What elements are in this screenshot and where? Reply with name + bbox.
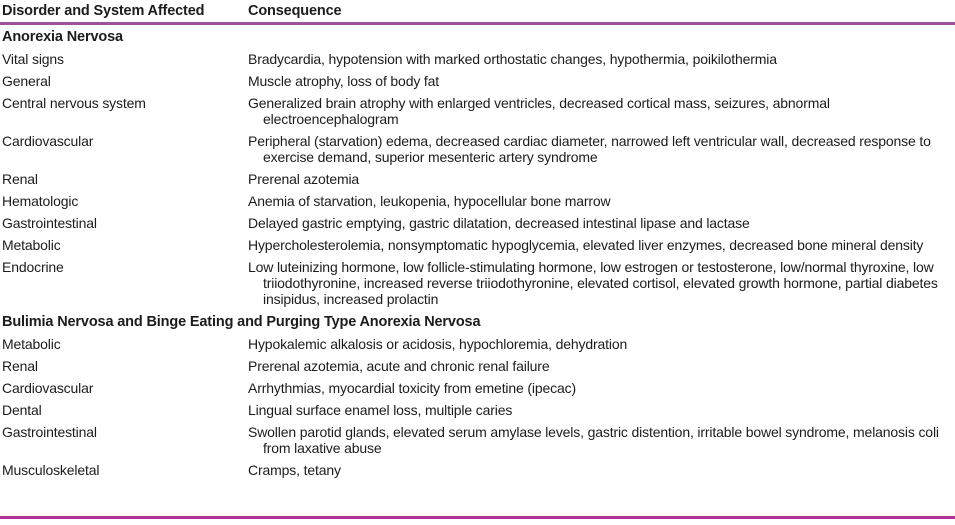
system-cell: Dental	[2, 402, 42, 418]
column-header-consequence: Consequence	[248, 3, 342, 19]
consequence-cell: Hypercholesterolemia, nonsymptomatic hypoglycemia, elevated liver enzymes, decreased bone mineral density	[248, 237, 924, 253]
system-cell: Central nervous system	[2, 95, 146, 111]
consequence-cell: Lingual surface enamel loss, multiple caries	[248, 402, 513, 418]
system-cell: Metabolic	[2, 336, 61, 352]
table-row	[0, 130, 955, 168]
consequence-cell: Low luteinizing hormone, low follicle-stimulating hormone, low estrogen or testosterone, low/normal thyroxine, low triiodothyronine, increased reverse triiodothyronine, elevated cortisol, elevated growth hormone, partial diabetes insipidus, increased prolactin	[248, 259, 938, 307]
consequence-cell: Cramps, tetany	[248, 462, 341, 478]
table-row	[0, 190, 955, 212]
system-cell: Hematologic	[2, 193, 79, 209]
consequence-cell: Arrhythmias, myocardial toxicity from emetine (ipecac)	[248, 380, 576, 396]
consequence-cell: Peripheral (starvation) edema, decreased cardiac diameter, narrowed left ventricular wall, decreased response to exercise demand, superior mesenteric artery syndrome	[248, 133, 931, 165]
consequence-cell: Prerenal azotemia	[248, 171, 360, 187]
consequence-cell: Muscle atrophy, loss of body fat	[248, 73, 440, 89]
table-row	[0, 355, 955, 377]
system-cell: Vital signs	[2, 51, 64, 67]
table-row	[0, 333, 955, 355]
table-row	[0, 459, 955, 481]
system-cell: Musculoskeletal	[2, 462, 100, 478]
system-cell: Gastrointestinal	[2, 215, 97, 231]
section-header-bulimia	[0, 310, 955, 333]
section-header-anorexia	[0, 25, 955, 48]
table-row	[0, 256, 955, 310]
system-cell: General	[2, 73, 51, 89]
table-row	[0, 377, 955, 399]
system-cell: Cardiovascular	[2, 133, 94, 149]
table-row	[0, 234, 955, 256]
system-cell: Gastrointestinal	[2, 424, 97, 440]
system-cell: Metabolic	[2, 237, 61, 253]
table-row	[0, 92, 955, 130]
consequence-cell: Swollen parotid glands, elevated serum amylase levels, gastric distention, irritable bowel syndrome, melanosis coli from laxative abuse	[248, 424, 939, 456]
footer-rule	[0, 516, 955, 519]
system-cell: Renal	[2, 358, 38, 374]
table-row	[0, 399, 955, 421]
table-row	[0, 168, 955, 190]
consequence-cell: Generalized brain atrophy with enlarged ventricles, decreased cortical mass, seizures, abnormal electroencephalogram	[248, 95, 830, 127]
consequence-cell: Anemia of starvation, leukopenia, hypocellular bone marrow	[248, 193, 611, 209]
consequence-cell: Bradycardia, hypotension with marked orthostatic changes, hypothermia, poikilothermia	[248, 51, 777, 67]
table-row	[0, 70, 955, 92]
section-title: Anorexia Nervosa	[2, 29, 123, 45]
consequence-cell: Prerenal azotemia, acute and chronic renal failure	[248, 358, 550, 374]
system-cell: Cardiovascular	[2, 380, 94, 396]
system-cell: Renal	[2, 171, 38, 187]
table-row	[0, 48, 955, 70]
system-cell: Endocrine	[2, 259, 64, 275]
table-row	[0, 212, 955, 234]
consequence-cell: Hypokalemic alkalosis or acidosis, hypochloremia, dehydration	[248, 336, 628, 352]
section-title: Bulimia Nervosa and Binge Eating and Purging Type Anorexia Nervosa	[2, 314, 481, 330]
column-header-disorder-system: Disorder and System Affected	[2, 3, 205, 19]
table-row	[0, 421, 955, 459]
consequence-cell: Delayed gastric emptying, gastric dilatation, decreased intestinal lipase and lactase	[248, 215, 750, 231]
table-header-row	[0, 1, 955, 22]
